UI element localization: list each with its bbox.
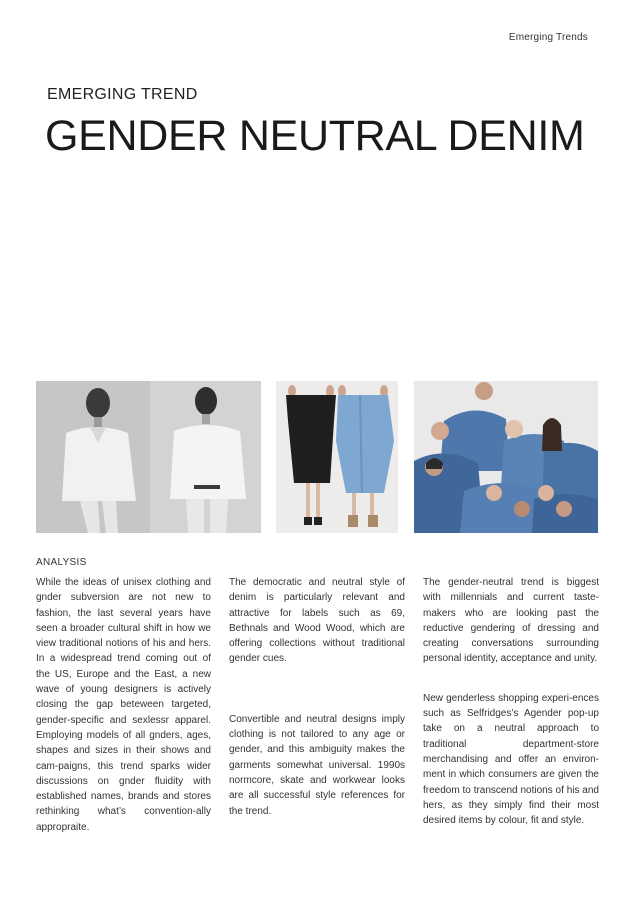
- analysis-column-2: [229, 575, 405, 841]
- analysis-label: ANALYSIS: [36, 557, 87, 568]
- section-kicker: EMERGING TREND: [47, 86, 198, 103]
- photo-group-blue-garments-image: [414, 381, 598, 533]
- photo-held-up-dresses-image: [276, 381, 398, 533]
- analysis-col3-paragraph-1: The gender-neutral trend is biggest with millennials and current taste-makers who are looking past the reductive gendering of dressing and creating conversations surrounding personal identity, acceptance and unity.: [423, 577, 599, 665]
- photo-models-white-denim-image: [36, 381, 261, 533]
- photo-models-white-denim: [36, 381, 261, 533]
- photo-held-up-dresses: [276, 381, 398, 533]
- analysis-col2-paragraph-2: Convertible and neutral designs imply clothing is not tailored to any age or gender, and this ambiguity makes the garments somewhat universal. 1990s normcore, skate and workwear looks are all successful style references for the trend.: [229, 713, 405, 817]
- running-header: Emerging Trends: [508, 32, 588, 43]
- analysis-col2-paragraph-1: The democratic and neutral style of denim is particularly relevant and attractive for labels such as 69, Bethnals and Wood Wood, which are offering collections without traditional gender cues.: [229, 577, 405, 665]
- analysis-col1-paragraph-1: While the ideas of unisex clothing and gnder subversion are not new to fashion, the last several years have seen a broader cultural shift in how we view traditional notions of his and hers. In a widespread trend coming out of the US, Europe and the East, a new wave of young designers is actively closing the gap beteween targeted, gender-specific and sexlessr apparel. Employing models of all gnders, ages, shapes and sizes in their shows and cam-paigns, this trend sparks wider discussions on gnder fluidity with established names, brands and stores rethinking what’s convention-ally appropraite.: [36, 577, 211, 833]
- page-title: GENDER NEUTRAL DENIM: [45, 112, 585, 160]
- analysis-column-3: [423, 575, 599, 850]
- photo-group-blue-garments: [414, 381, 598, 533]
- analysis-col3-paragraph-2: New genderless shopping experi-ences such as Selfridges’s Agender pop-up take on a neutral approach to traditional department-store merchandising and offer an environ-ment in which consumers are given the freedom to transcend notions of his and hers, as they simply find their most desired items by colour, fit and style.: [423, 692, 599, 827]
- analysis-column-1: [36, 575, 211, 857]
